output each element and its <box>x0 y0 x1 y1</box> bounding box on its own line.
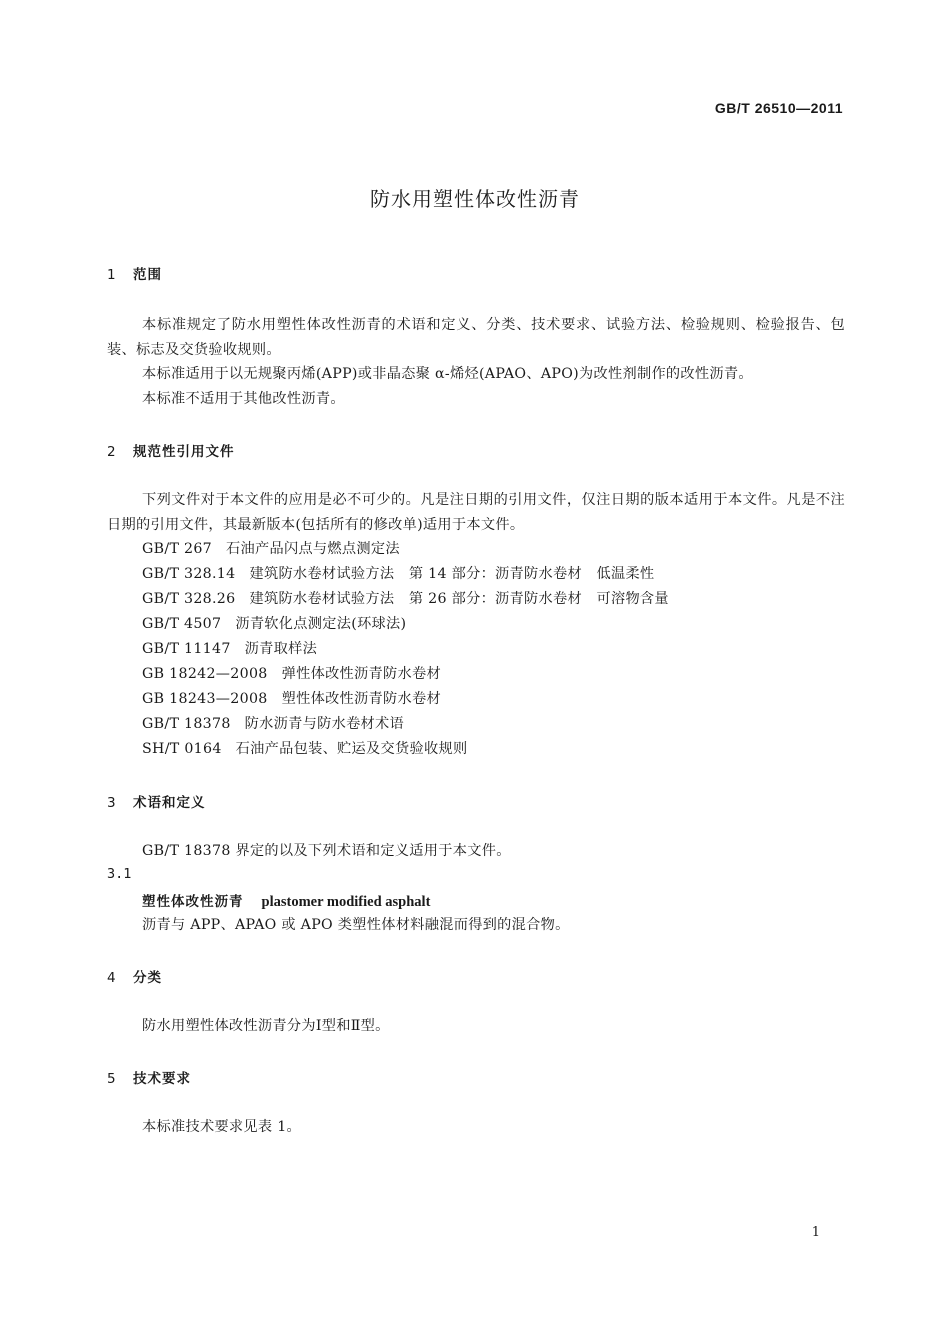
section-title: 技术要求 <box>133 1071 191 1087</box>
reference-item <box>142 588 669 608</box>
section-title: 规范性引用文件 <box>133 444 235 460</box>
term-entry <box>142 890 430 911</box>
clause-number: 3.1 <box>107 866 132 882</box>
reference-item <box>142 738 467 758</box>
section-heading-5 <box>107 1067 191 1087</box>
reference-title: 弹性体改性沥青防水卷材 <box>281 666 441 682</box>
term-chinese: 塑性体改性沥青 <box>142 894 244 910</box>
section-number: 5 <box>107 1071 117 1087</box>
scope-paragraph-3: 本标准不适用于其他改性沥青。 <box>142 391 345 407</box>
reference-code: GB/T 4507 <box>142 616 222 632</box>
reference-code: GB 18243—2008 <box>142 691 268 707</box>
section-heading-3 <box>107 791 206 811</box>
section-number: 4 <box>107 970 117 986</box>
section-title: 术语和定义 <box>133 795 206 811</box>
reference-item <box>142 713 404 733</box>
reference-title: 防水沥青与防水卷材术语 <box>244 716 405 732</box>
section-heading-2 <box>107 440 235 460</box>
reference-code: GB/T 11147 <box>142 641 231 657</box>
reference-code: GB/T 267 <box>142 541 212 557</box>
term-english: plastomer modified asphalt <box>261 894 431 910</box>
reference-code: SH/T 0164 <box>142 741 222 757</box>
reference-code: GB/T 18378 <box>142 716 231 732</box>
section-heading-1 <box>107 263 162 283</box>
term-definition: 沥青与 APP、APAO 或 APO 类塑性体材料融混而得到的混合物。 <box>142 917 570 933</box>
reference-title: 沥青软化点测定法(环球法) <box>235 616 407 632</box>
normative-intro: 下列文件对于本文件的应用是必不可少的。凡是注日期的引用文件，仅注日期的版本适用于本文件。凡是不注日期的引用文件，其最新版本(包括所有的修改单)适用于本文件。 <box>107 492 845 533</box>
section-number: 2 <box>107 444 117 460</box>
page-number: 1 <box>811 1225 820 1240</box>
reference-item <box>142 613 406 633</box>
reference-code: GB/T 328.26 <box>142 591 236 607</box>
section-title: 范围 <box>133 267 162 283</box>
document-title: 防水用塑性体改性沥青 <box>370 187 580 211</box>
reference-item <box>142 538 400 558</box>
reference-title: 沥青取样法 <box>244 641 318 657</box>
reference-title: 塑性体改性沥青防水卷材 <box>281 691 441 707</box>
section-number: 1 <box>107 267 117 283</box>
reference-item <box>142 638 317 658</box>
standard-code: GB/T 26510—2011 <box>714 100 843 116</box>
reference-code: GB/T 328.14 <box>142 566 236 582</box>
reference-title: 建筑防水卷材试验方法 第 14 部分：沥青防水卷材 低温柔性 <box>249 566 655 582</box>
section-heading-4 <box>107 966 162 986</box>
reference-title: 建筑防水卷材试验方法 第 26 部分：沥青防水卷材 可溶物含量 <box>249 591 669 607</box>
reference-code: GB 18242—2008 <box>142 666 268 682</box>
section-title: 分类 <box>133 970 162 986</box>
reference-item <box>142 688 441 708</box>
section-number: 3 <box>107 795 117 811</box>
reference-title: 石油产品闪点与燃点测定法 <box>226 541 400 557</box>
requirements-text: 本标准技术要求见表 1。 <box>142 1119 302 1135</box>
reference-item <box>142 663 441 683</box>
terms-intro: GB/T 18378 界定的以及下列术语和定义适用于本文件。 <box>142 843 511 859</box>
reference-title: 石油产品包装、贮运及交货验收规则 <box>235 741 468 757</box>
reference-item <box>142 563 654 583</box>
scope-paragraph-1: 本标准规定了防水用塑性体改性沥青的术语和定义、分类、技术要求、试验方法、检验规则、检验报告、包装、标志及交货验收规则。 <box>107 317 845 358</box>
classification-text: 防水用塑性体改性沥青分为Ⅰ型和Ⅱ型。 <box>142 1018 390 1034</box>
scope-paragraph-2: 本标准适用于以无规聚丙烯(APP)或非晶态聚 α-烯烃(APAO、APO)为改性剂制作的改性沥青。 <box>142 366 753 382</box>
